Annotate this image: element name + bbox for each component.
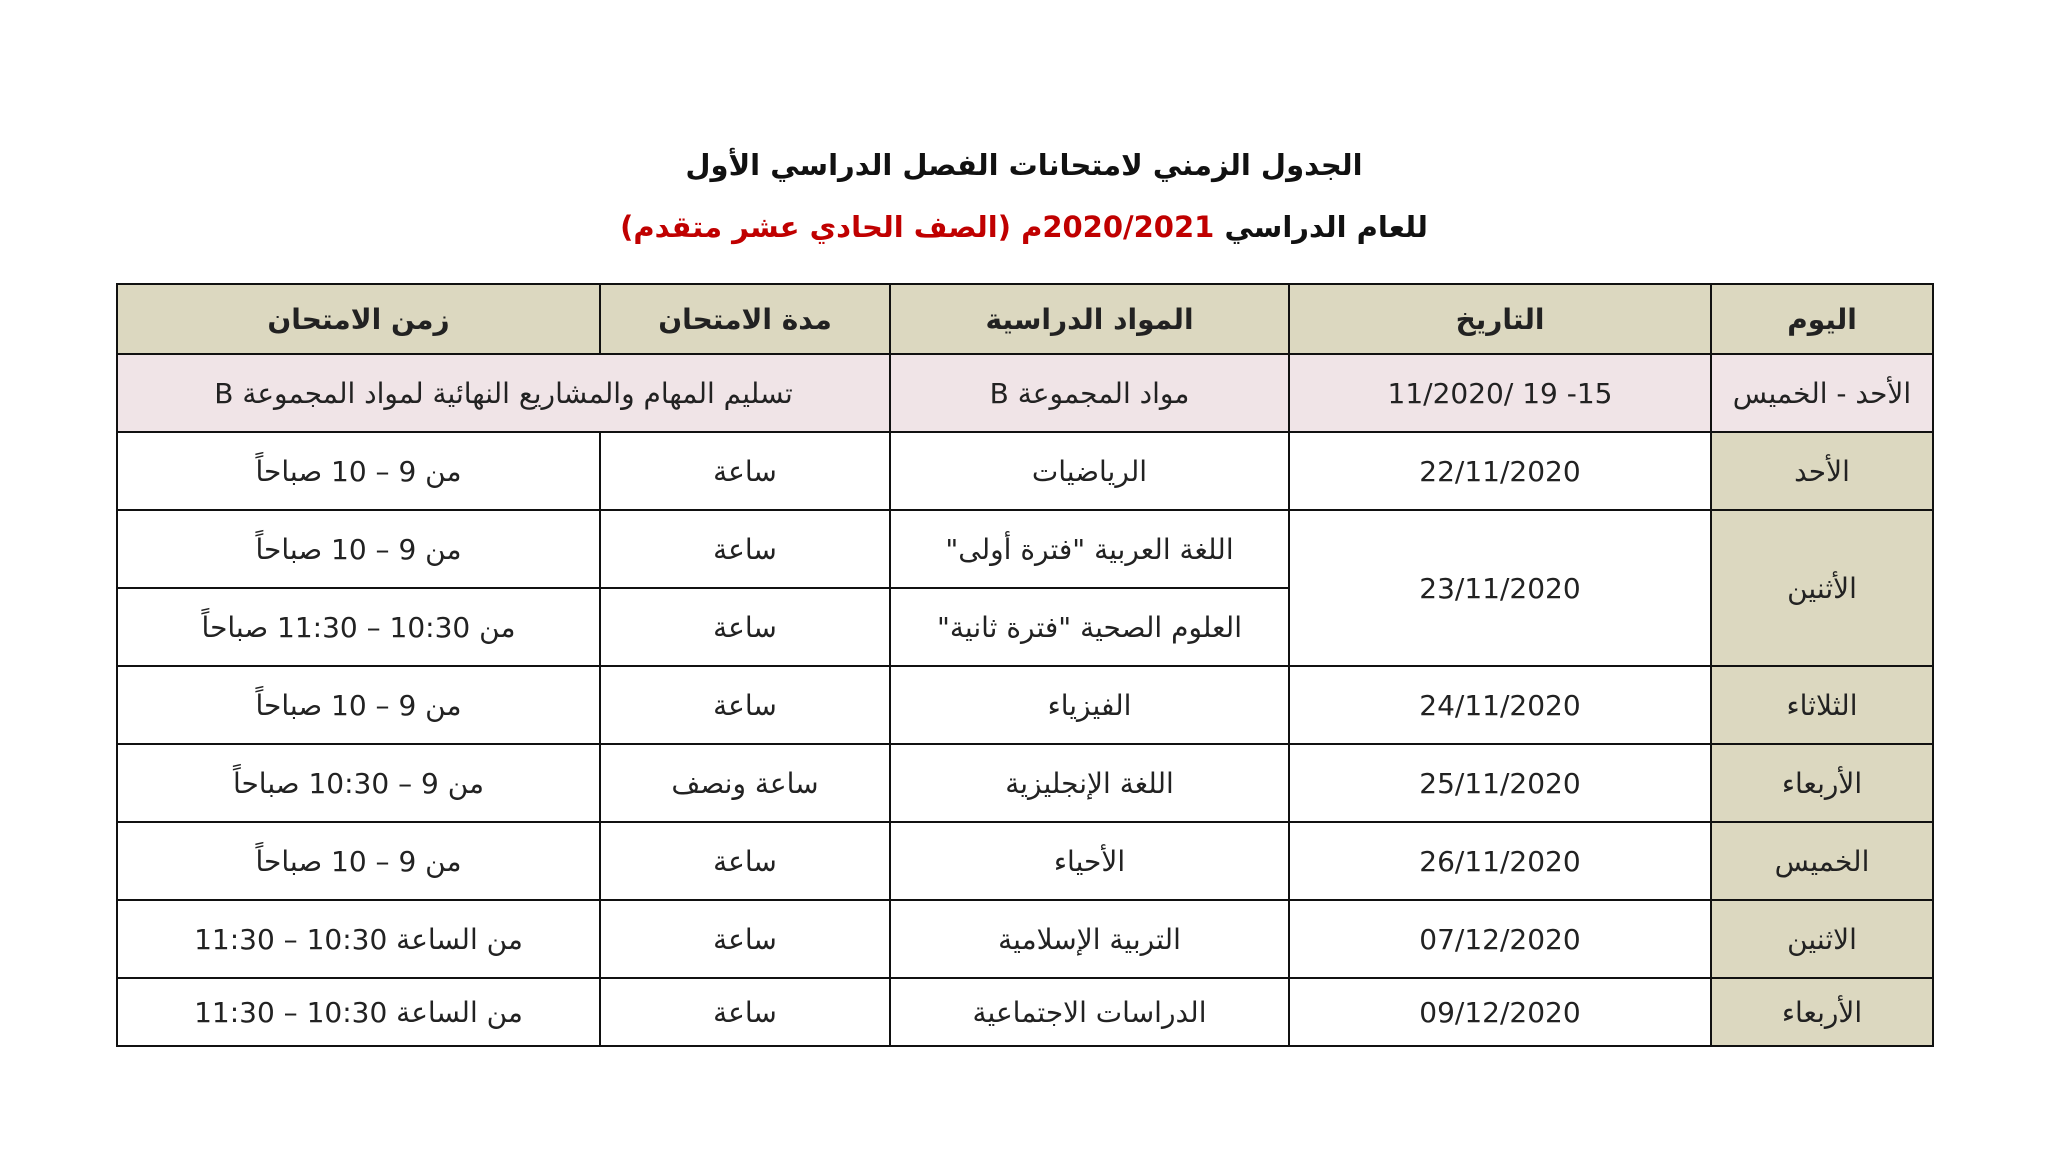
- table-row: [117, 510, 1933, 588]
- cell-duration: ساعة: [600, 666, 890, 744]
- cell-day: الأحد: [1711, 432, 1933, 510]
- cell-date: 24/11/2020: [1289, 666, 1711, 744]
- cell-subject: العلوم الصحية "فترة ثانية": [890, 588, 1289, 666]
- cell-time: من 9 – 10 صباحاً: [117, 666, 600, 744]
- cell-date: 07/12/2020: [1289, 900, 1711, 978]
- subtitle-prefix: للعام الدراسي: [1214, 210, 1428, 244]
- header-row: [117, 284, 1933, 354]
- subtitle-highlight: 2020/2021م (الصف الحادي عشر متقدم): [620, 210, 1215, 244]
- cell-note: تسليم المهام والمشاريع النهائية لمواد المجموعة B: [117, 354, 890, 432]
- cell-time: من الساعة 10:30 – 11:30: [117, 900, 600, 978]
- header-day: اليوم: [1711, 284, 1933, 354]
- cell-duration: ساعة ونصف: [600, 744, 890, 822]
- cell-subject: اللغة الإنجليزية: [890, 744, 1289, 822]
- cell-subject: الفيزياء: [890, 666, 1289, 744]
- cell-date: 09/12/2020: [1289, 978, 1711, 1046]
- cell-time: من 9 – 10 صباحاً: [117, 822, 600, 900]
- cell-duration: ساعة: [600, 432, 890, 510]
- cell-date: 22/11/2020: [1289, 432, 1711, 510]
- cell-day: الخميس: [1711, 822, 1933, 900]
- cell-time: من 9 – 10 صباحاً: [117, 432, 600, 510]
- table-row: [117, 900, 1933, 978]
- cell-subject: الرياضيات: [890, 432, 1289, 510]
- cell-duration: ساعة: [600, 510, 890, 588]
- cell-subject: الأحياء: [890, 822, 1289, 900]
- header-time: زمن الامتحان: [117, 284, 600, 354]
- cell-day: الأربعاء: [1711, 978, 1933, 1046]
- page-subtitle: [0, 210, 2048, 244]
- cell-date: 23/11/2020: [1289, 510, 1711, 666]
- header-date: التاريخ: [1289, 284, 1711, 354]
- cell-day: الأثنين: [1711, 510, 1933, 666]
- cell-date: 15- 19 /11/2020: [1289, 354, 1711, 432]
- cell-duration: ساعة: [600, 822, 890, 900]
- cell-time: من 9 – 10:30 صباحاً: [117, 744, 600, 822]
- exam-schedule-table: [116, 283, 1934, 1047]
- cell-day: الأحد - الخميس: [1711, 354, 1933, 432]
- cell-duration: ساعة: [600, 900, 890, 978]
- table-row: [117, 978, 1933, 1046]
- cell-day: الاثنين: [1711, 900, 1933, 978]
- group-b-row: [117, 354, 1933, 432]
- cell-duration: ساعة: [600, 978, 890, 1046]
- cell-time: من 9 – 10 صباحاً: [117, 510, 600, 588]
- cell-subject: الدراسات الاجتماعية: [890, 978, 1289, 1046]
- cell-day: الثلاثاء: [1711, 666, 1933, 744]
- table-row: [117, 822, 1933, 900]
- cell-subject: التربية الإسلامية: [890, 900, 1289, 978]
- cell-duration: ساعة: [600, 588, 890, 666]
- header-duration: مدة الامتحان: [600, 284, 890, 354]
- cell-date: 25/11/2020: [1289, 744, 1711, 822]
- table-row: [117, 666, 1933, 744]
- cell-day: الأربعاء: [1711, 744, 1933, 822]
- table-row: [117, 432, 1933, 510]
- cell-time: من 10:30 – 11:30 صباحاً: [117, 588, 600, 666]
- table-row: [117, 744, 1933, 822]
- header-subject: المواد الدراسية: [890, 284, 1289, 354]
- cell-date: 26/11/2020: [1289, 822, 1711, 900]
- cell-subject: اللغة العربية "فترة أولى": [890, 510, 1289, 588]
- cell-time: من الساعة 10:30 – 11:30: [117, 978, 600, 1046]
- page-title: الجدول الزمني لامتحانات الفصل الدراسي الأول: [685, 148, 1363, 182]
- cell-subject: مواد المجموعة B: [890, 354, 1289, 432]
